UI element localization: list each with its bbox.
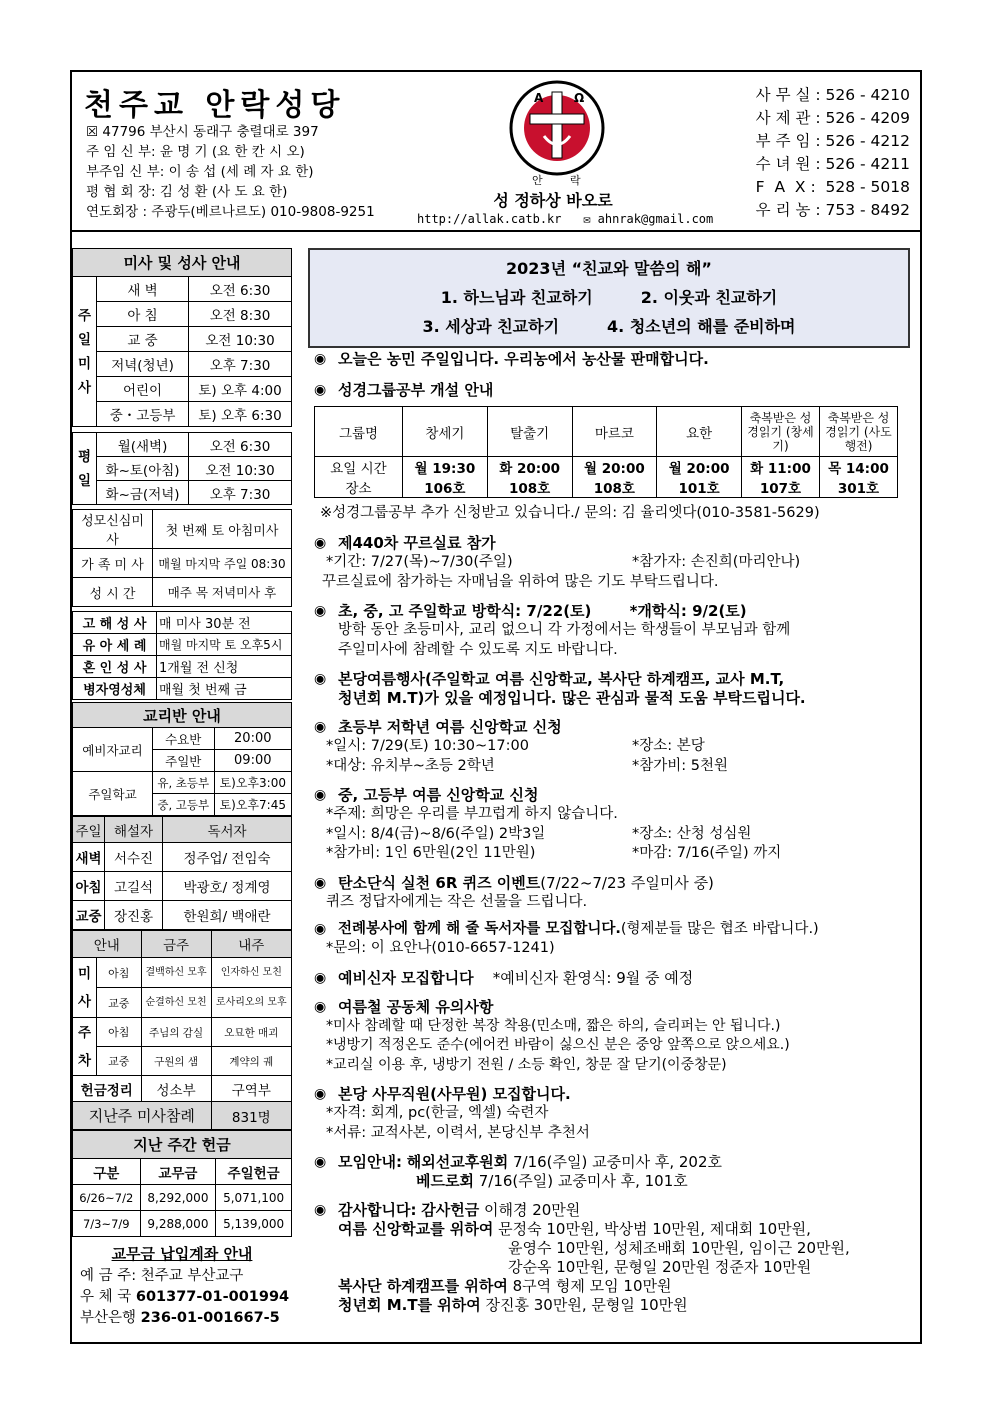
row-head: 요일 시간 xyxy=(315,457,403,478)
notice-text: 주일미사에 참례할 수 있도록 지도 바랍니다. xyxy=(338,641,618,658)
meeting-name: 베드로회 xyxy=(416,1172,474,1190)
misc-value: 첫 번째 토 아침미사 xyxy=(153,510,292,549)
mass-time: 오전 8:30 xyxy=(189,302,292,327)
notice-title: 성경그룹공부 개설 안내 xyxy=(338,381,494,399)
notice-vacation xyxy=(308,602,910,621)
contact-web xyxy=(417,212,713,226)
notice-summer-2 xyxy=(308,689,910,708)
notice-title: 전례봉사에 함께 해 줄 독서자를 모집합니다. xyxy=(338,921,621,937)
reader-mass: 교중 xyxy=(73,901,105,930)
bullet-icon: ◉ xyxy=(314,921,327,937)
thanks-group: 감사헌금 xyxy=(421,1201,480,1219)
notice-cursillo xyxy=(308,534,910,553)
notice-text: *주제: 희망은 우리를 부끄럽게 하지 않습니다. xyxy=(326,806,618,822)
notice-title: 감사합니다: xyxy=(338,1201,417,1219)
mass-time: 오전 6:30 xyxy=(189,277,292,302)
thanks-group: 여름 신앙학교를 위하여 xyxy=(338,1220,494,1238)
account-label: 우 체 국 xyxy=(80,1289,132,1305)
omega-letter: Ω xyxy=(574,91,585,105)
bullet-icon: ◉ xyxy=(314,1086,327,1102)
offering-week: 6/26~7/2 xyxy=(73,1185,141,1211)
intent-mass: 아침 xyxy=(97,1018,142,1047)
notice-detail xyxy=(308,844,910,864)
cell: 화 20:00 xyxy=(487,457,572,478)
sacrament-name: 병자영성체 xyxy=(73,678,157,700)
phone-assistant: 부 주 임 : 526 - 4212 xyxy=(755,132,910,150)
sacrament-value: 1개월 전 신청 xyxy=(157,656,292,678)
misc-name: 성모신심미사 xyxy=(73,510,153,549)
detail: *기간: 7/27(목)~7/30(주일) xyxy=(326,554,513,570)
account-label: 예 금 주: xyxy=(80,1268,137,1284)
misc-name: 가 족 미 사 xyxy=(73,549,153,578)
detail: *참가비: 5천원 xyxy=(632,757,729,774)
cell: 301호 xyxy=(820,477,898,498)
address: 47796 부산시 동래구 충렬대로 397 xyxy=(102,124,319,140)
mass-name: 중・고등부 xyxy=(97,402,189,427)
left-column xyxy=(72,248,292,1329)
bible-table xyxy=(314,406,898,498)
mass-time: 오전 10:30 xyxy=(189,327,292,352)
mass-name: 아 침 xyxy=(97,302,189,327)
thanks-line xyxy=(308,1296,910,1315)
bullet-icon: ◉ xyxy=(314,1154,327,1170)
goal: 1. 하느님과 친교하기 xyxy=(440,288,593,307)
year-banner xyxy=(308,248,910,348)
notice-title: 본당 사무직원(사무원) 모집합니다. xyxy=(338,1085,571,1103)
notice-youth xyxy=(308,786,910,805)
notice-title: 본당여름행사(주일학교 여름 신앙학교, 복사단 하계캠프, 교사 M.T, xyxy=(338,670,785,688)
weekday-label: 평 일 xyxy=(73,433,97,505)
misc-value: 매월 마지막 주일 08:30 xyxy=(153,549,292,578)
misc-value: 매주 목 저녁미사 후 xyxy=(153,578,292,607)
mass-time: 오후 7:30 xyxy=(189,481,292,505)
banner-title: 2023년 “친교와 말씀의 해” xyxy=(506,259,712,278)
sacrament-name: 혼 인 성 사 xyxy=(73,656,157,678)
mass-name: 새 벽 xyxy=(97,277,189,302)
account-value: 천주교 부산교구 xyxy=(140,1268,244,1284)
cell: 101호 xyxy=(657,477,742,498)
cell: 108호 xyxy=(572,477,657,498)
bullet-icon: ◉ xyxy=(314,998,327,1015)
thanks-line xyxy=(308,1220,910,1239)
col-head: 주일헌금 xyxy=(216,1159,292,1185)
notice-text: *자격: 회계, pc(한글, 엑셀) 숙련자 xyxy=(326,1105,549,1121)
commentator: 서수진 xyxy=(105,843,163,872)
account-label: 부산은행 xyxy=(80,1310,137,1326)
right-column xyxy=(308,248,910,1315)
sacrament-table xyxy=(72,611,292,700)
detail: *일시: 7/29(토) 10:30~17:00 xyxy=(326,738,529,754)
bulletin-frame xyxy=(70,70,922,1344)
notice-title: 여름철 공동체 유의사항 xyxy=(338,997,494,1016)
notice-title: 청년회 M.T)가 있을 예정입니다. 많은 관심과 물적 도움 부탁드립니다. xyxy=(338,689,806,707)
header-info xyxy=(86,122,375,222)
parish-logo xyxy=(502,78,612,188)
bullet-icon: ◉ xyxy=(314,671,327,687)
collect-next: 구역부 xyxy=(211,1076,291,1102)
logo-word-an: 안 xyxy=(532,174,543,187)
class-time: 토)오후7:45 xyxy=(214,794,291,816)
notice-meetings xyxy=(308,1153,910,1172)
offering-sunday: 5,071,100 xyxy=(216,1185,292,1211)
detail: *장소: 산청 성심원 xyxy=(632,825,752,842)
readers: 박광호/ 정계영 xyxy=(163,872,292,901)
thanks-detail: 이해경 20만원 xyxy=(483,1201,581,1219)
website-link[interactable]: http://allak.catb.kr xyxy=(417,212,562,226)
notice-text: *냉방기 적정온도 준수(에어컨 바람이 싫으신 분은 중앙 앞쪽으로 앉으세요.) xyxy=(326,1037,790,1053)
bullet-icon: ◉ xyxy=(314,535,327,551)
col-head: 안내 xyxy=(73,931,142,958)
offering-sunday: 5,139,000 xyxy=(216,1211,292,1237)
intent-this: 주님의 감실 xyxy=(141,1018,211,1047)
meeting-detail: 7/16(주일) 교중미사 후, 101호 xyxy=(478,1172,688,1190)
notice-title: 제440차 꾸르실료 참가 xyxy=(338,534,496,552)
notice-summer xyxy=(308,670,910,689)
class-time: 토)오후3:00 xyxy=(214,772,291,794)
detail: *장소: 본당 xyxy=(632,738,705,754)
goal: 2. 이웃과 친교하기 xyxy=(640,288,778,307)
notice-title: 모임안내: xyxy=(338,1153,402,1171)
intention-table xyxy=(72,930,292,1130)
collect-label: 헌금정리 xyxy=(73,1076,142,1102)
reader-mass: 아침 xyxy=(73,872,105,901)
notice-catechumen xyxy=(308,969,910,988)
class-time: 09:00 xyxy=(214,750,291,772)
mass-time: 오전 10:30 xyxy=(189,457,292,481)
cell: 월 20:00 xyxy=(572,457,657,478)
mail-icon-2: ✉ xyxy=(583,212,591,226)
readers: 정주업/ 전임숙 xyxy=(163,843,292,872)
intent-mass: 교중 xyxy=(97,988,142,1018)
collect-this: 성소부 xyxy=(141,1076,211,1102)
goal: 3. 세상과 친교하기 xyxy=(422,317,560,336)
mass-title: 미사 및 성사 안내 xyxy=(73,249,292,277)
mass-name: 저녁(청년) xyxy=(97,352,189,377)
detail: *참가비: 1인 6만원(2인 11만원) xyxy=(326,845,536,861)
thanks-detail: 문정숙 10만원, 박상범 10만원, 제대회 10만원, xyxy=(498,1220,811,1238)
notice-elementary xyxy=(308,718,910,737)
notice-text: (7/22~7/23 주일미사 중) xyxy=(540,873,714,892)
phone-rectory: 사 제 관 : 526 - 4209 xyxy=(755,109,910,127)
patron-saint: 성 정하상 바오로 xyxy=(493,191,613,210)
notice-detail xyxy=(308,757,910,777)
thanks-detail: 강순옥 10만원, 문형일 20만원 정준자 10만원 xyxy=(508,1258,812,1276)
bullet-icon: ◉ xyxy=(314,787,327,803)
class-time: 20:00 xyxy=(214,728,291,750)
account-title: 교무금 납입계좌 안내 xyxy=(111,1245,253,1263)
col-head: 축복받은 성경읽기 (사도행전) xyxy=(820,407,898,457)
attendance-value: 831명 xyxy=(211,1102,291,1130)
notice-text: 방학 동안 초등미사, 교리 없으니 각 가정에서는 학생들이 부모님과 함께 xyxy=(338,622,791,638)
class-name: 중, 고등부 xyxy=(153,794,215,816)
meeting-name: 해외선교후원회 xyxy=(406,1153,509,1171)
thanks-group: 복사단 하계캠프를 위하여 xyxy=(338,1277,508,1295)
class-name: 주일반 xyxy=(153,750,215,772)
mass-time: 오후 7:30 xyxy=(189,352,292,377)
alpha-letter: A xyxy=(534,91,544,105)
phone-list xyxy=(756,84,910,222)
notice-bible xyxy=(308,381,910,400)
mail-icon: ☒ xyxy=(86,124,99,140)
bullet-icon: ◉ xyxy=(314,719,327,735)
notice-text: *미사 참례할 때 단정한 복장 착용(민소매, 짧은 하의, 슬리퍼는 안 됩니다.) xyxy=(326,1017,781,1034)
mass-name: 교 중 xyxy=(97,327,189,352)
logo-word-rak: 락 xyxy=(570,174,581,187)
notice-detail xyxy=(308,825,910,845)
bullet-icon: ◉ xyxy=(314,1202,327,1218)
account-list xyxy=(72,1266,292,1329)
intent-mass: 아침 xyxy=(97,958,142,988)
reader-mass: 새벽 xyxy=(73,843,105,872)
notice-text: *문의: 이 요안나(010-6657-1241) xyxy=(326,940,555,956)
header xyxy=(72,72,920,232)
col-head: 내주 xyxy=(211,931,291,958)
notice-farm xyxy=(308,350,910,369)
detail: *마감: 7/16(주일) 까지 xyxy=(632,845,782,861)
notice-text: *서류: 교적사본, 이력서, 본당신부 추천서 xyxy=(326,1124,590,1141)
col-head: 주일 xyxy=(73,817,105,843)
offering-title: 지난 주간 헌금 xyxy=(73,1131,292,1159)
bullet-icon: ◉ xyxy=(314,603,327,619)
bullet-icon: ◉ xyxy=(314,874,327,891)
sacrament-name: 고 해 성 사 xyxy=(73,612,157,634)
detail: *대상: 유치부~초등 2학년 xyxy=(326,757,495,774)
intent-label-park: 주 차 xyxy=(73,1018,97,1076)
catechism-group: 주일학교 xyxy=(73,772,153,816)
notice-detail xyxy=(308,553,910,573)
class-name: 수요반 xyxy=(153,728,215,750)
intent-this: 구원의 샘 xyxy=(141,1047,211,1076)
col-head: 독서자 xyxy=(163,817,292,843)
col-head: 마르코 xyxy=(572,407,657,457)
col-head: 해설자 xyxy=(105,817,163,843)
notice-title: 탄소단식 실천 6R 퀴즈 이벤트 xyxy=(338,873,541,892)
phone-convent: 수 녀 원 : 526 - 4211 xyxy=(755,155,910,173)
intent-label-mass: 미 사 xyxy=(73,958,97,1018)
thanks-detail: 윤영수 10만원, 성체조배회 10만원, 임이근 20만원, xyxy=(508,1239,850,1257)
thanks-group: 청년회 M.T를 위하여 xyxy=(338,1296,481,1314)
sacrament-name: 유 아 세 례 xyxy=(73,634,157,656)
notice-title: 예비신자 모집합니다 xyxy=(338,968,474,987)
notice-staff xyxy=(308,1085,910,1104)
col-head: 구분 xyxy=(73,1159,141,1185)
col-head: 금주 xyxy=(141,931,211,958)
commentator: 고길석 xyxy=(105,872,163,901)
intent-mass: 교중 xyxy=(97,1047,142,1076)
sacrament-value: 매 미사 30분 전 xyxy=(157,612,292,634)
col-head: 요한 xyxy=(657,407,742,457)
offering-table xyxy=(72,1130,292,1237)
sacrament-value: 매월 첫 번째 금 xyxy=(157,678,292,700)
cell: 목 14:00 xyxy=(820,457,898,478)
notice-text: (형제분들 많은 협조 바랍니다.) xyxy=(620,921,819,937)
notice-thanks xyxy=(308,1201,910,1220)
col-head: 교무금 xyxy=(140,1159,216,1185)
account-value: 236-01-001667-5 xyxy=(140,1310,280,1326)
assistant-line: 부주임 신 부: 이 송 섭 (세 례 자 요 한) xyxy=(86,164,314,180)
notice-text: 오늘은 농민 주일입니다. 우리농에서 농산물 판매합니다. xyxy=(338,350,709,368)
thanks-detail: 장진홍 30만원, 문형일 10만원 xyxy=(485,1296,688,1314)
special-mass-table xyxy=(72,509,292,607)
notice-readers xyxy=(308,920,910,939)
catechism-group: 예비자교리 xyxy=(73,728,153,772)
offering-dues: 9,288,000 xyxy=(140,1211,216,1237)
notice-summer-rules xyxy=(308,998,910,1017)
commentator: 장진홍 xyxy=(105,901,163,930)
col-head: 그룹명 xyxy=(315,407,403,457)
bible-note: ※성경그룹공부 추가 신청받고 있습니다./ 문의: 김 율리엣다(010-3581-5629) xyxy=(320,505,820,521)
intent-next: 오묘한 매괴 xyxy=(211,1018,291,1047)
intent-this: 결백하신 모후 xyxy=(141,958,211,988)
mass-time: 토) 오후 4:00 xyxy=(189,377,292,402)
offering-dues: 8,292,000 xyxy=(140,1185,216,1211)
notice-title: 초, 중, 고 주일학교 방학식: 7/22(토) xyxy=(338,602,592,620)
misc-name: 성 시 간 xyxy=(73,578,153,607)
intent-next: 인자하신 모친 xyxy=(211,958,291,988)
col-head: 탈출기 xyxy=(487,407,572,457)
row-head: 장소 xyxy=(315,477,403,498)
cell: 106호 xyxy=(403,477,488,498)
catechism-title: 교리반 안내 xyxy=(73,703,292,728)
mass-time: 오전 6:30 xyxy=(189,433,292,457)
notice-title: *개학식: 9/2(토) xyxy=(629,602,747,620)
class-name: 유, 초등부 xyxy=(153,772,215,794)
notice-title: 초등부 저학년 여름 신앙학교 신청 xyxy=(338,718,562,736)
cell: 화 11:00 xyxy=(742,457,820,478)
catechism-table xyxy=(72,702,292,816)
thanks-line xyxy=(308,1277,910,1296)
meeting-detail: 7/16(주일) 교중미사 후, 202호 xyxy=(512,1153,722,1171)
mass-table xyxy=(72,248,292,505)
parish-title: 천주교 안락성당 xyxy=(84,88,346,123)
phone-farm: 우 리 농 : 753 - 8492 xyxy=(755,201,910,219)
bullet-icon: ◉ xyxy=(314,382,327,398)
intent-next: 로사리오의 모후 xyxy=(211,988,291,1018)
phone-fax: F A X : 528 - 5018 xyxy=(755,178,910,196)
sunday-label: 주 일 미 사 xyxy=(73,277,97,427)
cell: 107호 xyxy=(742,477,820,498)
bullet-icon: ◉ xyxy=(314,969,327,986)
intent-this: 순결하신 모친 xyxy=(141,988,211,1018)
mass-name: 어린이 xyxy=(97,377,189,402)
attendance-label: 지난주 미사참례 xyxy=(73,1102,212,1130)
mass-name: 화~금(저녁) xyxy=(97,481,189,505)
mass-time: 토) 오후 6:30 xyxy=(189,402,292,427)
email-link[interactable]: ahnrak@gmail.com xyxy=(597,212,714,226)
mass-name: 월(새벽) xyxy=(97,433,189,457)
thanks-detail: 8구역 형제 모임 10만원 xyxy=(512,1277,672,1295)
phone-office: 사 무 실 : 526 - 4210 xyxy=(755,86,910,104)
readers: 한원희/ 백애란 xyxy=(163,901,292,930)
col-head: 축복받은 성경읽기 (창세기) xyxy=(742,407,820,457)
readers-table xyxy=(72,816,292,930)
bullet-icon: ◉ xyxy=(314,351,327,367)
notice-meetings-2 xyxy=(308,1172,910,1191)
notice-text: 꾸르실료에 참가하는 자매님을 위하여 많은 기도 부탁드립니다. xyxy=(322,573,719,590)
notice-text: 퀴즈 정답자에게는 작은 선물을 드립니다. xyxy=(326,893,588,910)
notice-text: *예비신자 환영식: 9월 중 예정 xyxy=(492,968,694,987)
sacrament-value: 매월 마지막 토 오후5시 xyxy=(157,634,292,656)
cell: 월 20:00 xyxy=(657,457,742,478)
col-head: 창세기 xyxy=(403,407,488,457)
cell: 108호 xyxy=(487,477,572,498)
account-value: 601377-01-001994 xyxy=(135,1289,290,1305)
notice-title: 중, 고등부 여름 신앙학교 신청 xyxy=(338,786,539,804)
intent-next: 계약의 궤 xyxy=(211,1047,291,1076)
council-line: 평 협 회 장: 김 성 환 (사 도 요 한) xyxy=(86,184,288,200)
detail: *일시: 8/4(금)~8/6(주일) 2박3일 xyxy=(326,825,546,842)
detail: *참가자: 손진희(마리안나) xyxy=(632,554,801,570)
goal: 4. 청소년의 해를 준비하며 xyxy=(607,317,796,336)
prayer-line: 연도회장 : 주광두(베르나르도) 010-9808-9251 xyxy=(86,204,375,220)
notice-text: *교리실 이용 후, 냉방기 전원 / 소등 확인, 창문 잘 닫기(이중창문) xyxy=(326,1056,727,1073)
notice-detail xyxy=(308,737,910,757)
cell: 월 19:30 xyxy=(403,457,488,478)
offering-week: 7/3~7/9 xyxy=(73,1211,141,1237)
mass-name: 화~토(아침) xyxy=(97,457,189,481)
notice-carbon xyxy=(308,874,910,893)
pastor-line: 주 임 신 부: 윤 명 기 (요 한 칸 시 오) xyxy=(86,144,305,160)
